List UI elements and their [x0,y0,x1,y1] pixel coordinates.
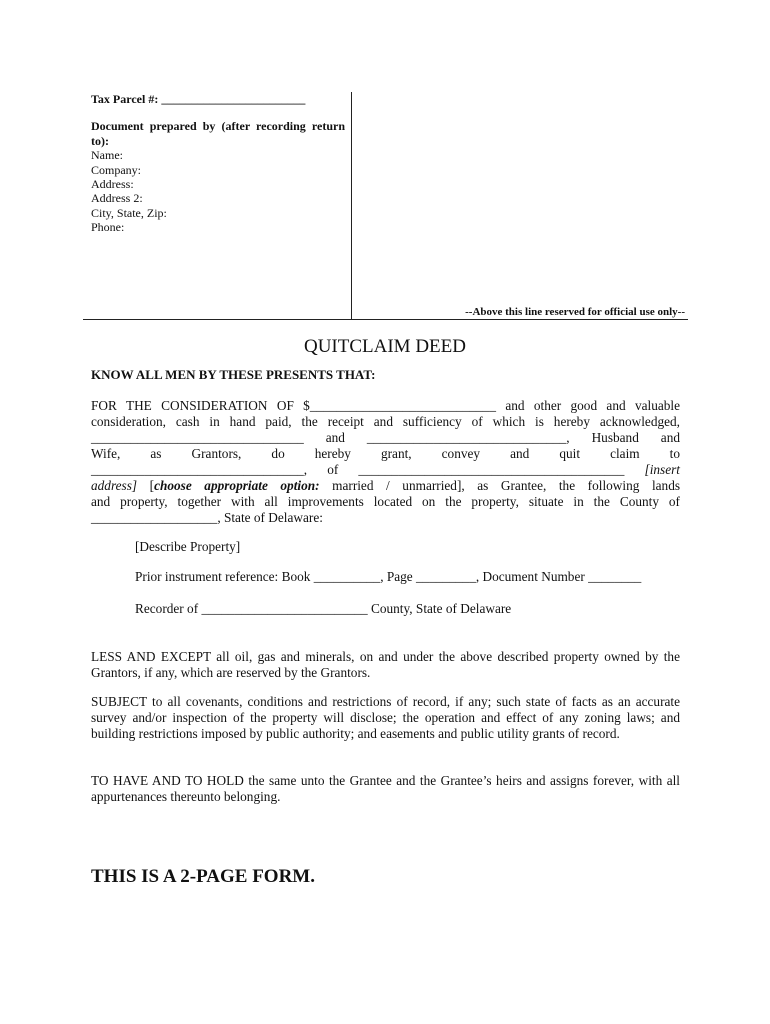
consideration-line: and property, together with all improvements located on the property, situate in the County of [91,494,680,509]
field-name: Name: [91,148,123,163]
subject-to-paragraph: SUBJECT to all covenants, conditions and restrictions of record, if any; such state of facts as an accurate survey and/or inspection of the property will disclose; the operation and effect of any zoning laws; and building restrictions imposed by public authority; and easements and public utility grants of record. [91,694,680,741]
header-horizontal-divider [83,319,688,320]
header-vertical-divider [351,92,352,319]
field-address-2: Address 2: [91,191,143,206]
grantee-blank: ________________________________, of ________________________________________ [91,462,625,477]
to-have-and-hold-paragraph: TO HAVE AND TO HOLD the same unto the Grantee and the Grantee’s heirs and assigns forever, with all appurtenances thereunto belonging. [91,773,680,804]
know-all-heading: KNOW ALL MEN BY THESE PRESENTS THAT: [91,367,376,382]
consideration-paragraph [91,398,680,526]
consideration-line: consideration, cash in hand paid, the receipt and sufficiency of which is hereby acknowledged, [91,414,680,429]
consideration-line: ___________________, State of Delaware: [91,510,323,525]
option-hint: choose appropriate option: [154,478,320,493]
recorder-line: Recorder of _________________________ County, State of Delaware [135,601,512,616]
prior-instrument-reference: Prior instrument reference: Book __________, Page _________, Document Number ________ [135,569,642,584]
field-company: Company: [91,162,141,177]
consideration-line [91,478,680,494]
field-phone: Phone: [91,220,125,235]
insert-hint: [insert [644,462,680,477]
marital-status: married / unmarried], as Grantee, the following lands [332,478,681,493]
tax-parcel-line: Tax Parcel #: ________________________ [91,92,306,106]
recording-info-block [91,92,345,235]
describe-property: [Describe Property] [135,539,241,554]
two-page-form-note: THIS IS A 2-PAGE FORM. [91,866,315,887]
less-and-except-paragraph: LESS AND EXCEPT all oil, gas and minerals, on and under the above described property owned by the Grantors, if any, which are reserved by the Grantors. [91,649,680,680]
document-title: QUITCLAIM DEED [303,336,466,357]
consideration-line [91,462,680,478]
field-address: Address: [91,177,134,192]
consideration-line: FOR THE CONSIDERATION OF $____________________________ and other good and valuable [91,398,680,413]
field-city-state-zip: City, State, Zip: [91,205,167,220]
bracket-open: [ [149,478,155,493]
consideration-line: ________________________________ and ______________________________, Husband and [91,430,680,445]
prepared-by-label: Document prepared by (after recording return to): [91,119,345,148]
official-use-note: --Above this line reserved for official use only-- [465,306,685,318]
address-hint: address] [91,478,138,493]
consideration-line: Wife, as Grantors, do hereby grant, convey and quit claim to [91,446,680,461]
